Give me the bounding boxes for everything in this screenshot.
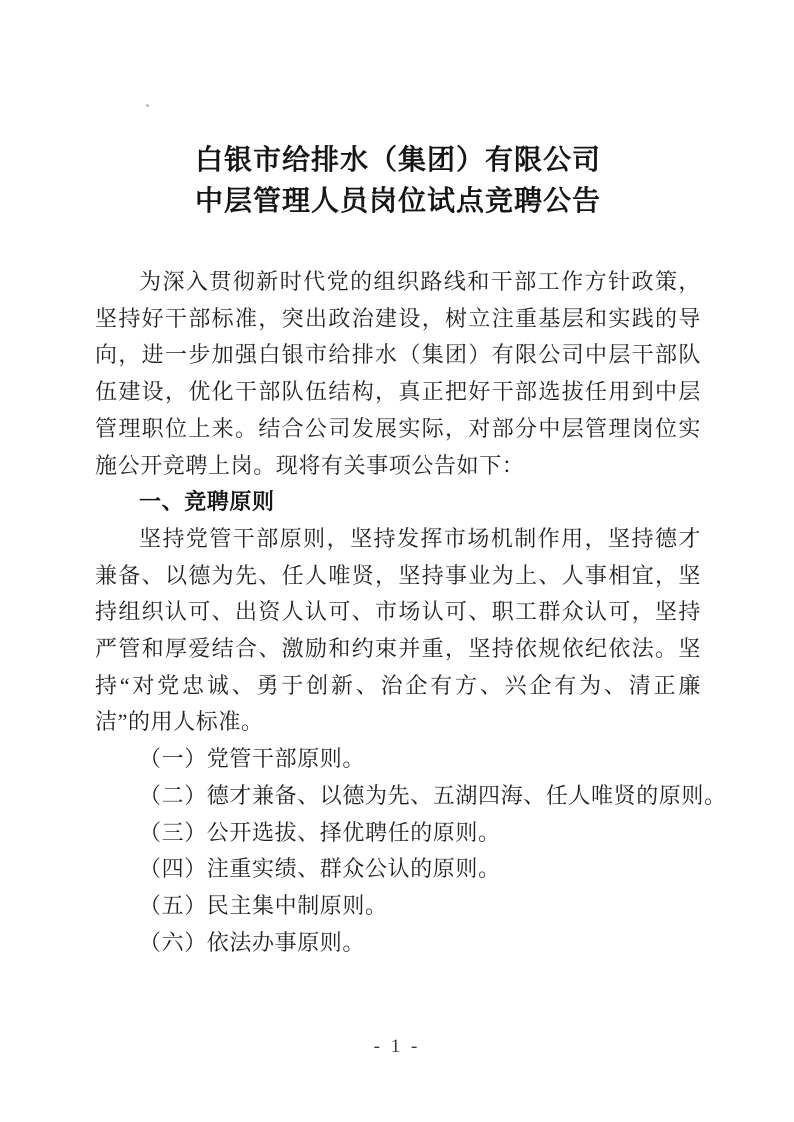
document-body bbox=[95, 264, 727, 961]
principle-item-3: （三）公开选拔、择优聘任的原则。 bbox=[139, 819, 501, 845]
principle-item-4: （四）注重实绩、群众公认的原则。 bbox=[139, 856, 501, 882]
section-heading-principles: 一、竞聘原则 bbox=[139, 489, 275, 515]
principle-item-5: （五）民主集中制原则。 bbox=[139, 892, 388, 918]
intro-paragraph: 为深入贯彻新时代党的组织路线和干部工作方针政策，坚持好干部标准，突出政治建设，树立注重基层和实践的导向，进一步加强白银市给排水（集团）有限公司中层干部队伍建设，优化干部队伍结构，真正把好干部选拔任用到中层管理职位上来。结合公司发展实际，对部分中层管理岗位实施公开竞聘上岗。现将有关事项公告如下： bbox=[95, 269, 701, 478]
document-title-line2: 中层管理人员岗位试点竞聘公告 bbox=[194, 186, 601, 217]
page-number: - 1 - bbox=[373, 1036, 421, 1057]
principle-item-2: （二）德才兼备、以德为先、五湖四海、任人唯贤的原则。 bbox=[139, 782, 727, 808]
document-title bbox=[95, 140, 701, 222]
principle-item-1: （一）党管干部原则。 bbox=[139, 746, 366, 772]
document-content bbox=[95, 140, 727, 961]
principle-item-6: （六）依法办事原则。 bbox=[139, 929, 366, 955]
principles-paragraph: 坚持党管干部原则，坚持发挥市场机制作用，坚持德才兼备、以德为先、任人唯贤，坚持事业为上、人事相宜，坚持组织认可、出资人认可、市场认可、职工群众认可，坚持严管和厚爱结合、激励和约束并重，坚持依规依纪依法。坚持“对党忠诚、勇于创新、治企有方、兴企有为、清正廉洁”的用人标准。 bbox=[95, 525, 701, 735]
scan-artifact bbox=[146, 104, 149, 107]
document-title-line1: 白银市给排水（集团）有限公司 bbox=[194, 145, 601, 176]
